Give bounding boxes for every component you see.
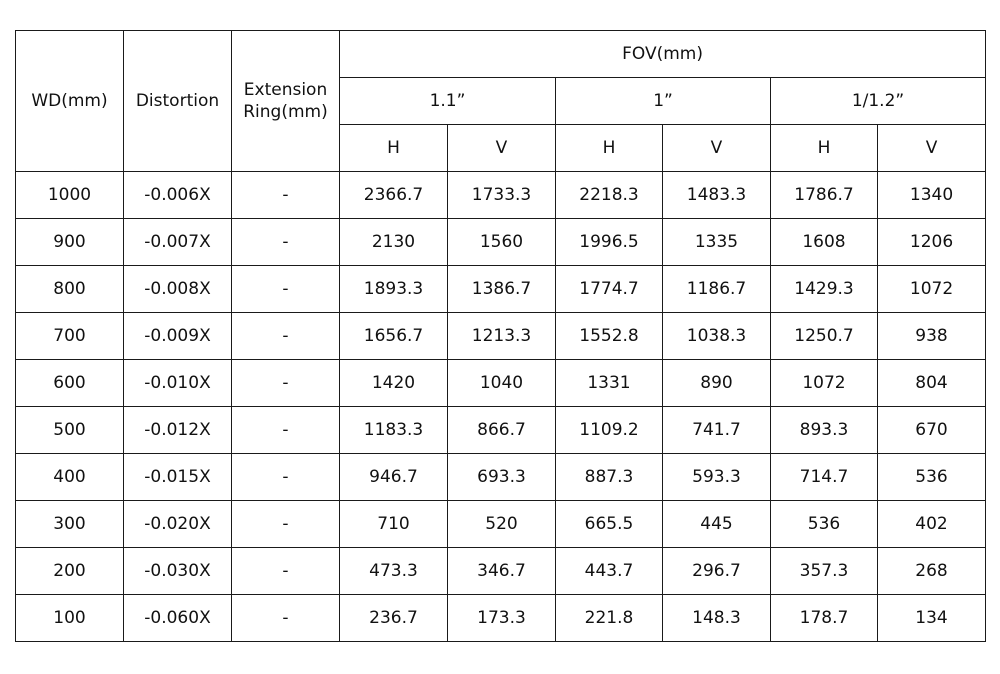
header-extension-ring — [232, 31, 340, 172]
distortion-cell: -0.009X — [124, 313, 232, 360]
distortion-cell: -0.008X — [124, 266, 232, 313]
fov-1-h-cell: 1331 — [556, 360, 663, 407]
fov-1-h-cell: 2218.3 — [556, 172, 663, 219]
distortion-cell: -0.010X — [124, 360, 232, 407]
table-row — [16, 407, 986, 454]
fov-1-1-h-cell: 236.7 — [340, 595, 448, 642]
fov-1-v-cell: 1038.3 — [663, 313, 771, 360]
fov-1-1-v-cell: 866.7 — [448, 407, 556, 454]
header-h: H — [340, 125, 448, 172]
wd-cell: 500 — [16, 407, 124, 454]
fov-1-1-h-cell: 1656.7 — [340, 313, 448, 360]
fov-1-v-cell: 593.3 — [663, 454, 771, 501]
fov-1-1-2-h-cell: 1072 — [771, 360, 878, 407]
fov-1-v-cell: 445 — [663, 501, 771, 548]
header-sensor-1-1-2: 1/1.2” — [771, 78, 986, 125]
distortion-cell: -0.006X — [124, 172, 232, 219]
extension-ring-cell: - — [232, 595, 340, 642]
fov-1-h-cell: 443.7 — [556, 548, 663, 595]
fov-1-h-cell: 221.8 — [556, 595, 663, 642]
fov-1-1-2-h-cell: 536 — [771, 501, 878, 548]
distortion-cell: -0.012X — [124, 407, 232, 454]
fov-1-v-cell: 1483.3 — [663, 172, 771, 219]
distortion-cell: -0.030X — [124, 548, 232, 595]
wd-cell: 800 — [16, 266, 124, 313]
header-v: V — [448, 125, 556, 172]
fov-1-1-2-v-cell: 1206 — [878, 219, 986, 266]
header-h: H — [771, 125, 878, 172]
table-header — [16, 31, 986, 172]
fov-1-v-cell: 890 — [663, 360, 771, 407]
fov-1-1-2-h-cell: 178.7 — [771, 595, 878, 642]
fov-1-1-v-cell: 1040 — [448, 360, 556, 407]
fov-1-1-2-v-cell: 804 — [878, 360, 986, 407]
wd-cell: 700 — [16, 313, 124, 360]
fov-1-1-2-v-cell: 268 — [878, 548, 986, 595]
fov-1-1-2-h-cell: 357.3 — [771, 548, 878, 595]
extension-ring-cell: - — [232, 360, 340, 407]
fov-1-1-2-h-cell: 893.3 — [771, 407, 878, 454]
fov-1-1-h-cell: 1183.3 — [340, 407, 448, 454]
wd-cell: 300 — [16, 501, 124, 548]
header-h: H — [556, 125, 663, 172]
distortion-cell: -0.007X — [124, 219, 232, 266]
fov-1-1-v-cell: 693.3 — [448, 454, 556, 501]
fov-1-1-2-v-cell: 402 — [878, 501, 986, 548]
extension-ring-cell: - — [232, 219, 340, 266]
fov-1-1-h-cell: 473.3 — [340, 548, 448, 595]
fov-1-1-h-cell: 2366.7 — [340, 172, 448, 219]
fov-1-1-2-h-cell: 1608 — [771, 219, 878, 266]
fov-1-1-h-cell: 1893.3 — [340, 266, 448, 313]
extension-ring-cell: - — [232, 266, 340, 313]
fov-spec-table — [15, 30, 986, 642]
distortion-cell: -0.015X — [124, 454, 232, 501]
fov-1-h-cell: 1552.8 — [556, 313, 663, 360]
fov-1-1-h-cell: 946.7 — [340, 454, 448, 501]
header-v: V — [878, 125, 986, 172]
table-row — [16, 595, 986, 642]
extension-ring-cell: - — [232, 454, 340, 501]
extension-ring-cell: - — [232, 172, 340, 219]
fov-1-1-2-v-cell: 1072 — [878, 266, 986, 313]
table-row — [16, 501, 986, 548]
table-row — [16, 313, 986, 360]
wd-cell: 1000 — [16, 172, 124, 219]
distortion-cell: -0.060X — [124, 595, 232, 642]
table-row — [16, 219, 986, 266]
fov-1-1-v-cell: 520 — [448, 501, 556, 548]
fov-1-h-cell: 1996.5 — [556, 219, 663, 266]
fov-1-v-cell: 1335 — [663, 219, 771, 266]
fov-1-1-2-v-cell: 1340 — [878, 172, 986, 219]
fov-1-1-h-cell: 2130 — [340, 219, 448, 266]
extension-ring-cell: - — [232, 313, 340, 360]
distortion-cell: -0.020X — [124, 501, 232, 548]
fov-1-1-2-h-cell: 1429.3 — [771, 266, 878, 313]
fov-1-1-v-cell: 1560 — [448, 219, 556, 266]
fov-1-1-2-v-cell: 134 — [878, 595, 986, 642]
fov-1-h-cell: 887.3 — [556, 454, 663, 501]
wd-cell: 400 — [16, 454, 124, 501]
table-body — [16, 172, 986, 642]
header-sensor-1: 1” — [556, 78, 771, 125]
fov-1-1-2-h-cell: 1250.7 — [771, 313, 878, 360]
fov-1-v-cell: 148.3 — [663, 595, 771, 642]
fov-1-1-v-cell: 1213.3 — [448, 313, 556, 360]
fov-1-h-cell: 665.5 — [556, 501, 663, 548]
header-distortion: Distortion — [124, 31, 232, 172]
fov-1-1-v-cell: 346.7 — [448, 548, 556, 595]
extension-ring-cell: - — [232, 548, 340, 595]
fov-1-v-cell: 1186.7 — [663, 266, 771, 313]
table-row — [16, 548, 986, 595]
wd-cell: 200 — [16, 548, 124, 595]
fov-1-1-v-cell: 173.3 — [448, 595, 556, 642]
header-wd: WD(mm) — [16, 31, 124, 172]
table-row — [16, 454, 986, 501]
fov-1-1-2-v-cell: 670 — [878, 407, 986, 454]
fov-1-1-2-h-cell: 714.7 — [771, 454, 878, 501]
header-row-1 — [16, 31, 986, 78]
fov-1-v-cell: 296.7 — [663, 548, 771, 595]
fov-1-1-h-cell: 1420 — [340, 360, 448, 407]
wd-cell: 600 — [16, 360, 124, 407]
header-sensor-1-1: 1.1” — [340, 78, 556, 125]
wd-cell: 100 — [16, 595, 124, 642]
fov-1-1-h-cell: 710 — [340, 501, 448, 548]
fov-1-1-2-h-cell: 1786.7 — [771, 172, 878, 219]
extension-ring-cell: - — [232, 501, 340, 548]
fov-1-1-v-cell: 1386.7 — [448, 266, 556, 313]
fov-1-h-cell: 1109.2 — [556, 407, 663, 454]
fov-1-1-2-v-cell: 536 — [878, 454, 986, 501]
fov-1-1-2-v-cell: 938 — [878, 313, 986, 360]
header-v: V — [663, 125, 771, 172]
wd-cell: 900 — [16, 219, 124, 266]
fov-1-h-cell: 1774.7 — [556, 266, 663, 313]
fov-1-v-cell: 741.7 — [663, 407, 771, 454]
header-extension-line1: Extension — [243, 80, 328, 100]
table-row — [16, 266, 986, 313]
fov-1-1-v-cell: 1733.3 — [448, 172, 556, 219]
header-fov: FOV(mm) — [340, 31, 986, 78]
header-extension-line2: Ring(mm) — [243, 102, 328, 122]
table-row — [16, 172, 986, 219]
table-row — [16, 360, 986, 407]
extension-ring-cell: - — [232, 407, 340, 454]
